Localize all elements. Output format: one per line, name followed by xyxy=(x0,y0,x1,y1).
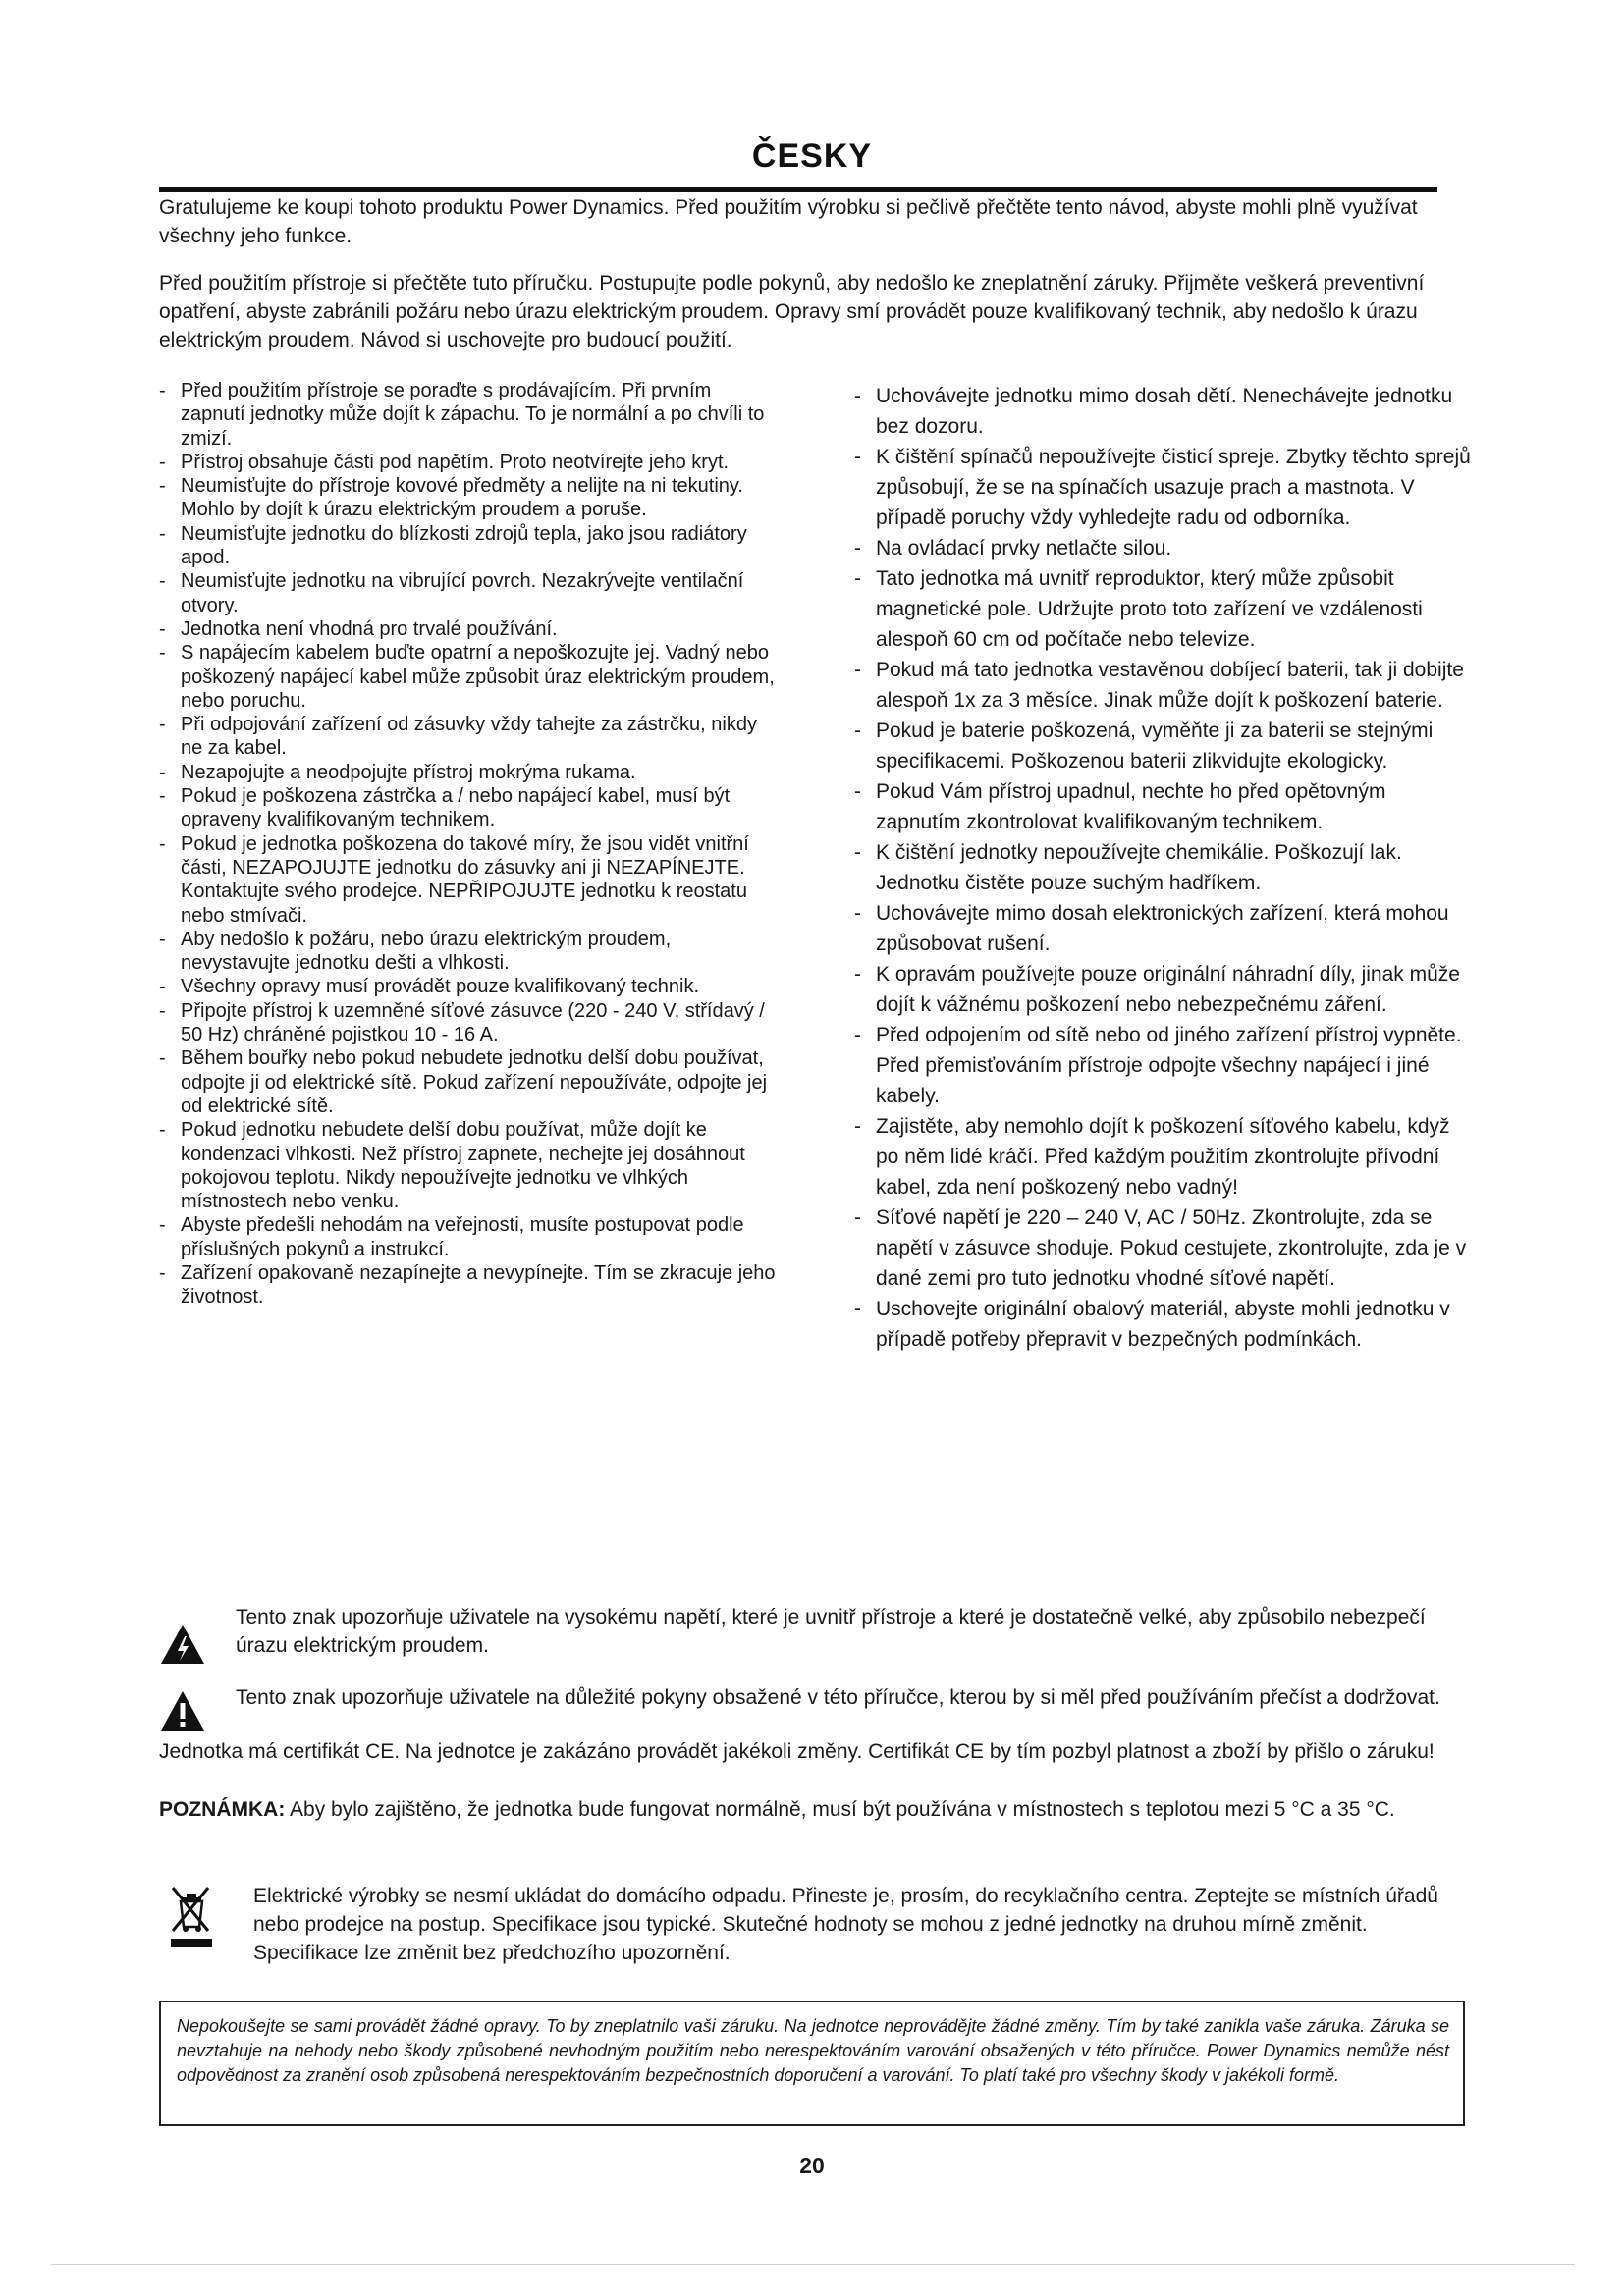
list-item: - Pokud je baterie poškozená, vyměňte ji za baterii se stejnými specifikacemi. Poškozenou baterii zlikvidujte ekologicky. xyxy=(854,716,1473,776)
note-paragraph xyxy=(159,1795,1465,1824)
list-item: - Aby nedošlo k požáru, nebo úrazu elektrickým proudem, nevystavujte jednotku dešti a vlhkosti. xyxy=(159,928,778,976)
weee-disposal-notice xyxy=(159,1882,1465,1980)
list-item: - Uchovávejte mimo dosah elektronických zařízení, která mohou způsobovat rušení. xyxy=(854,898,1473,959)
ce-certification-text: Jednotka má certifikát CE. Na jednotce je zakázáno provádět jakékoli změny. Certifikát CE by tím pozbyl platnost a zboží by přišlo o záruku! xyxy=(159,1740,1435,1763)
intro-paragraph-2: Před použitím přístroje si přečtěte tuto příručku. Postupujte podle pokynů, aby nedošlo ke zneplatnění záruky. Přijměte veškerá preventivní opatření, abyste zabránili požáru nebo úrazu elektrickým proudem. Opravy smí provádět pouze kvalifikovaný technik, aby nedošlo k úrazu elektrickým proudem. Návod si uschovejte pro budoucí použití. xyxy=(159,272,1425,351)
note-text: Aby bylo zajištěno, že jednotka bude fungovat normálně, musí být používána v místnostech s teplotou mezi 5 °C a 35 °C. xyxy=(285,1798,1395,1821)
list-item: - Pokud je jednotka poškozena do takové míry, že jsou vidět vnitřní části, NEZAPOJUJTE jednotku do zásuvky ani ji NEZAPÍNEJTE. Kontaktujte svého prodejce. NEPŘIPOJUJTE jednotku k reostatu nebo stmívači. xyxy=(159,832,778,928)
list-item: - K čištění jednotky nepoužívejte chemikálie. Poškozují lak. Jednotku čistěte pouze suchým hadříkem. xyxy=(854,837,1473,898)
list-item: - Uschovejte originální obalový materiál, abyste mohli jednotku v případě potřeby přepravit v bezpečných podmínkách. xyxy=(854,1294,1473,1355)
list-item: - Všechny opravy musí provádět pouze kvalifikovaný technik. xyxy=(159,975,778,998)
list-item: - K opravám používejte pouze originální náhradní díly, jinak může dojít k vážnému poškození nebo nebezpečnému záření. xyxy=(854,959,1473,1020)
caution-warning-icon xyxy=(159,1689,206,1740)
list-item: - Při odpojování zařízení od zásuvky vždy tahejte za zástrčku, nikdy ne za kabel. xyxy=(159,713,778,761)
high-voltage-warning-text: Tento znak upozorňuje uživatele na vysokému napětí, které je uvnitř přístroje a které je dostatečně velké, aby způsobilo nebezpečí úrazu elektrickým proudem. xyxy=(236,1606,1426,1657)
list-item: - Přístroj obsahuje části pod napětím. Proto neotvírejte jeho kryt. xyxy=(159,451,778,474)
list-item: - Uchovávejte jednotku mimo dosah dětí. Nenechávejte jednotku bez dozoru. xyxy=(854,381,1473,442)
title-rule xyxy=(159,187,1437,192)
page-title: ČESKY xyxy=(751,137,873,175)
list-item: - Zařízení opakovaně nezapínejte a nevypínejte. Tím se zkracuje jeho životnost. xyxy=(159,1261,778,1309)
list-item: - Neumisťujte jednotku do blízkosti zdrojů tepla, jako jsou radiátory apod. xyxy=(159,522,778,570)
list-item: - S napájecím kabelem buďte opatrní a nepoškozujte jej. Vadný nebo poškozený napájecí kabel může způsobit úraz elektrickým proudem, nebo poruchu. xyxy=(159,641,778,713)
weee-bin-icon xyxy=(169,1884,214,1955)
list-item: - K čištění spínačů nepoužívejte čisticí spreje. Zbytky těchto sprejů způsobují, že se na spínačích usazuje prach a mastnota. V případě poruchy vždy vyhledejte radu od odborníka. xyxy=(854,442,1473,533)
list-item: - Neumisťujte do přístroje kovové předměty a nelijte na ni tekutiny. Mohlo by dojít k úrazu elektrickým proudem a poruše. xyxy=(159,474,778,522)
list-item: - Před použitím přístroje se poraďte s prodávajícím. Při prvním zapnutí jednotky může dojít k zápachu. To je normální a po chvíli to zmizí. xyxy=(159,379,778,451)
list-item: - Neumisťujte jednotku na vibrující povrch. Nezakrývejte ventilační otvory. xyxy=(159,569,778,617)
safety-list-right xyxy=(854,381,1473,1355)
page-number: 20 xyxy=(799,2153,825,2178)
list-item: - Jednotka není vhodná pro trvalé používání. xyxy=(159,617,778,641)
warranty-disclaimer-box xyxy=(159,2001,1465,2126)
list-item: - Pokud má tato jednotka vestavěnou dobíjecí baterii, tak ji dobijte alespoň 1x za 3 měsíce. Jinak může dojít k poškození baterie. xyxy=(854,655,1473,716)
list-item: - Abyste předešli nehodám na veřejnosti, musíte postupovat podle příslušných pokynů a instrukcí. xyxy=(159,1213,778,1261)
list-item: - Síťové napětí je 220 – 240 V, AC / 50Hz. Zkontrolujte, zda se napětí v zásuvce shoduje. Pokud cestujete, zkontrolujte, zda je v dané zemi pro tuto jednotku vhodné síťové napětí. xyxy=(854,1202,1473,1294)
weee-text: Elektrické výrobky se nesmí ukládat do domácího odpadu. Přineste je, prosím, do recyklačního centra. Zeptejte se místních úřadů nebo prodejce na postup. Specifikace jsou typické. Skutečné hodnoty se mohou z jedné jednotky na druhou mírně změnit. Specifikace lze změnit bez předchozího upozornění. xyxy=(253,1885,1438,1964)
list-item: - Pokud Vám přístroj upadnul, nechte ho před opětovným zapnutím zkontrolovat kvalifikovaným technikem. xyxy=(854,776,1473,837)
list-item: - Během bouřky nebo pokud nebudete jednotku delší dobu používat, odpojte ji od elektrické sítě. Pokud zařízení nepoužíváte, odpojte jej od elektrické sítě. xyxy=(159,1046,778,1118)
list-item: - Tato jednotka má uvnitř reproduktor, který může způsobit magnetické pole. Udržujte proto toto zařízení ve vzdálenosti alespoň 60 cm od počítače nebo televize. xyxy=(854,563,1473,655)
list-item: - Zajistěte, aby nemohlo dojít k poškození síťového kabelu, když po něm lidé kráčí. Před každým použitím zkontrolujte přívodní kabel, zda není poškozený nebo vadný! xyxy=(854,1111,1473,1202)
safety-list-left xyxy=(159,379,778,1309)
note-label: POZNÁMKA: xyxy=(159,1798,286,1821)
intro-paragraph-1: Gratulujeme ke koupi tohoto produktu Power Dynamics. Před použitím výrobku si pečlivě přečtěte tento návod, abyste mohli plně využívat všechny jeho funkce. xyxy=(159,196,1418,247)
list-item: - Připojte přístroj k uzemněné síťové zásuvce (220 - 240 V, střídavý / 50 Hz) chráněné pojistkou 10 - 16 A. xyxy=(159,999,778,1047)
footer-divider xyxy=(51,2264,1575,2265)
list-item: - Nezapojujte a neodpojujte přístroj mokrýma rukama. xyxy=(159,761,778,784)
list-item: - Pokud je poškozena zástrčka a / nebo napájecí kabel, musí být opraveny kvalifikovaným technikem. xyxy=(159,784,778,832)
high-voltage-warning xyxy=(159,1603,1475,1672)
list-item: - Na ovládací prvky netlačte silou. xyxy=(854,533,1473,563)
important-warning-text: Tento znak upozorňuje uživatele na důležité pokyny obsažené v této příručce, kterou by si měl před používáním přečíst a dodržovat. xyxy=(236,1686,1440,1709)
list-item: - Před odpojením od sítě nebo od jiného zařízení přístroj vypněte. Před přemisťováním přístroje odpojte všechny napájecí i jiné kabely. xyxy=(854,1020,1473,1111)
high-voltage-warning-icon xyxy=(159,1623,206,1674)
list-item: - Pokud jednotku nebudete delší dobu používat, může dojít ke kondenzaci vlhkosti. Než přístroj zapnete, nechejte jej dosáhnout pokojovou teplotu. Nikdy nepoužívejte jednotku ve vlhkých místnostech nebo venku. xyxy=(159,1118,778,1213)
warranty-disclaimer-text: Nepokoušejte se sami provádět žádné opravy. To by zneplatnilo vaši záruku. Na jednotce neprovádějte žádné změny. Tím by také zanikla vaše záruka. Záruka se nevztahuje na nehody nebo škody způsobené nevhodným použitím nebo nerespektováním varování obsažených v této příručce. Power Dynamics nemůže nést odpovědnost za zranění osob způsobená nerespektováním bezpečnostních doporučení a varování. To platí také pro všechny škody v jakékoli formě. xyxy=(177,2016,1449,2085)
